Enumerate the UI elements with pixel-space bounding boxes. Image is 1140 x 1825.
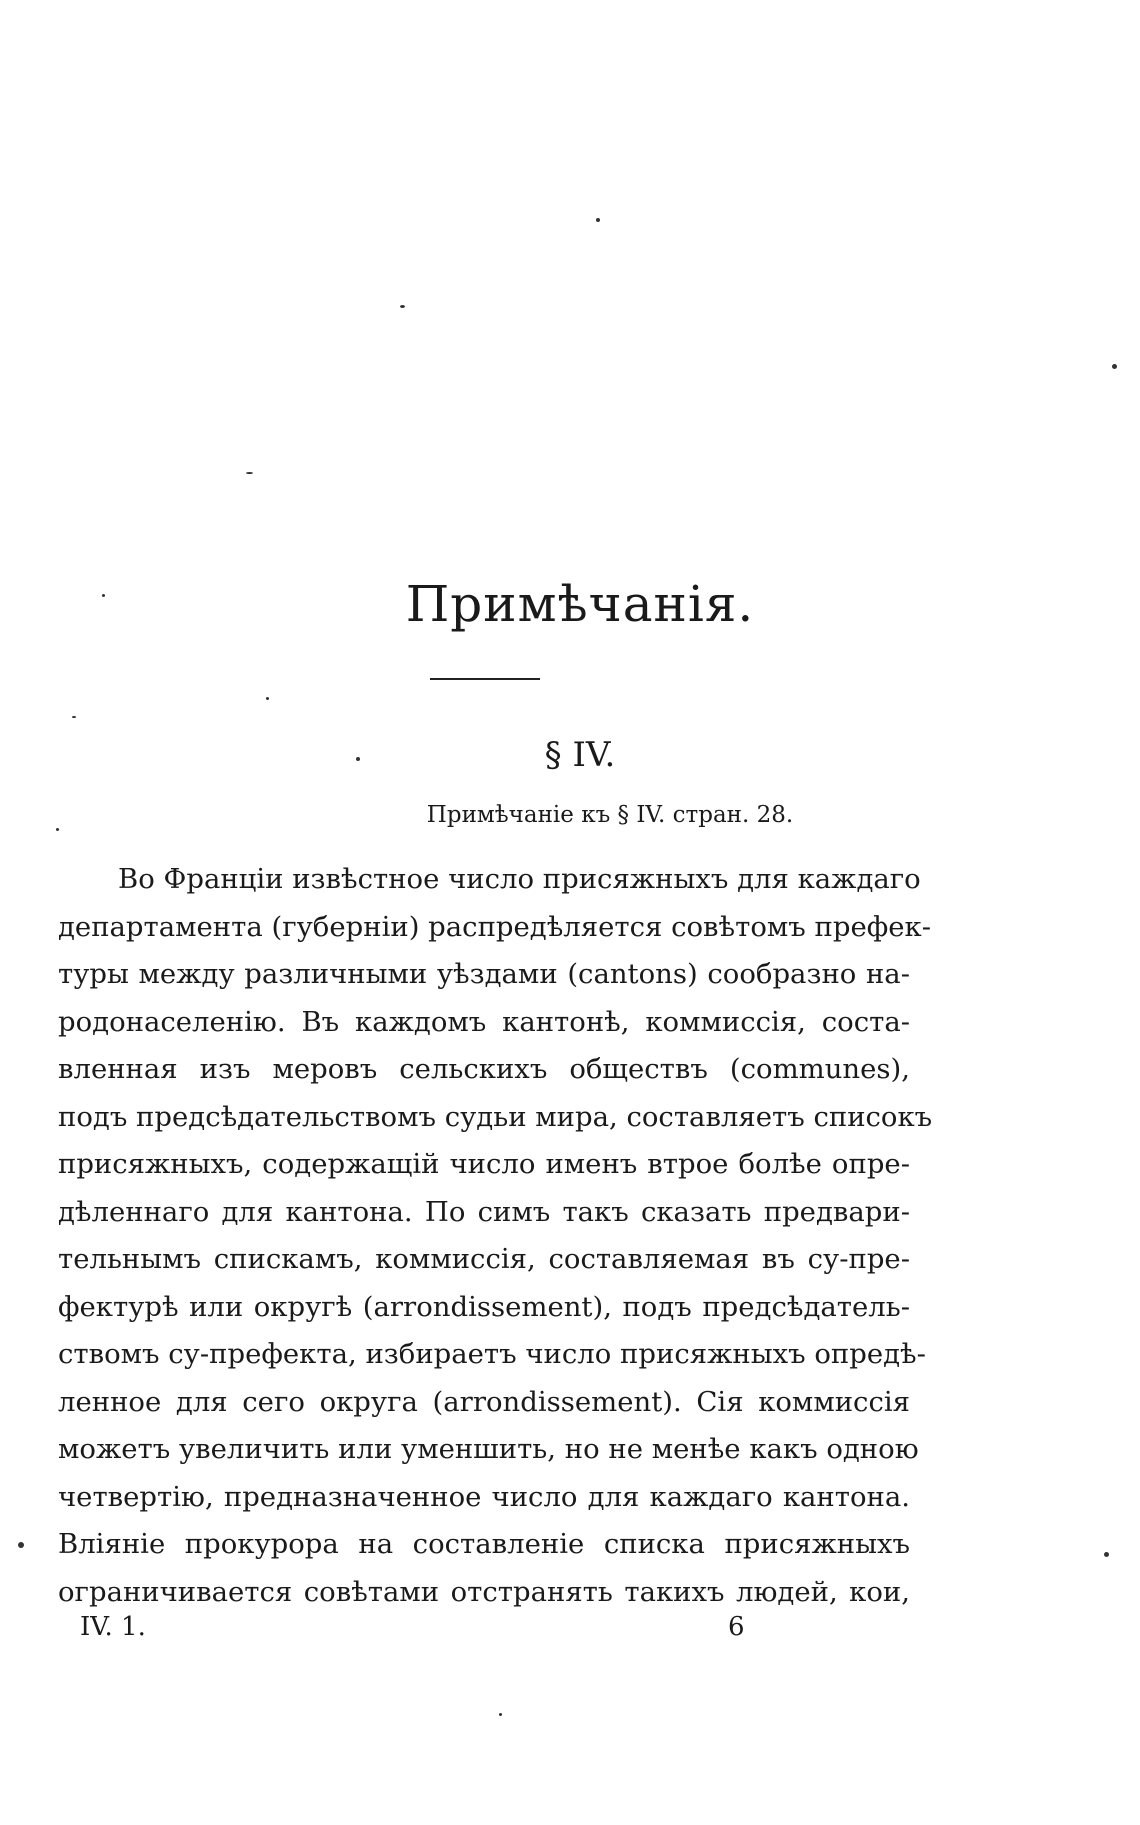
- text-line: ствомъ су-префекта, избираетъ число присяжныхъ опредѣ-: [58, 1338, 926, 1370]
- body-paragraph: [58, 856, 933, 1616]
- text-line: четвертію, предназначенное число для каждаго кантона.: [58, 1480, 910, 1513]
- scan-speck: [56, 828, 59, 831]
- scan-speck: [102, 594, 105, 597]
- scan-speck: [356, 757, 360, 761]
- text-line: ограничивается совѣтами отстранять такихъ людей, кои,: [58, 1575, 910, 1608]
- scan-speck: [266, 697, 269, 700]
- scan-speck: [1112, 364, 1117, 369]
- text-line: родонаселенію. Въ каждомъ кантонѣ, коммиссія, соста-: [58, 1005, 910, 1038]
- text-line: туры между различными уѣздами (cantons) сообразно на-: [58, 958, 910, 990]
- signature-mark: IV. 1.: [80, 1612, 146, 1642]
- title-divider: [430, 678, 540, 680]
- text-line: вленная изъ меровъ сельскихъ обществъ (communes),: [58, 1053, 910, 1085]
- scan-speck: [1104, 1552, 1109, 1557]
- page-title: Примѣчанія.: [405, 575, 755, 633]
- text-line: подъ предсѣдательствомъ судьи мира, составляетъ списокъ: [58, 1100, 933, 1133]
- scan-speck: [246, 472, 253, 474]
- text-line: тельнымъ спискамъ, коммиссія, составляемая въ су-пре-: [58, 1243, 910, 1275]
- scan-speck: [72, 716, 76, 718]
- scan-speck: [596, 218, 600, 222]
- text-line: Вліяніе прокурора на составленіе списка присяжныхъ: [58, 1528, 910, 1560]
- note-subheading: Примѣчаніе къ § IV. стран. 28.: [426, 802, 794, 828]
- text-line: департамента (губерніи) распредѣляется совѣтомъ префек-: [58, 910, 931, 943]
- scan-speck: [499, 1713, 502, 1716]
- scan-speck: [18, 1542, 24, 1548]
- text-line: присяжныхъ, содержащій число именъ втрое болѣе опре-: [58, 1148, 910, 1180]
- text-line: можетъ увеличить или уменшить, но не менѣе какъ одною: [58, 1433, 919, 1465]
- text-line: ленное для сего округа (arrondissement). Сія коммиссія: [58, 1385, 910, 1418]
- text-line: Во Франціи извѣстное число присяжныхъ для каждаго: [118, 863, 921, 895]
- text-line: фектурѣ или округѣ (arrondissement), подъ предсѣдатель-: [58, 1290, 910, 1323]
- text-line: дѣленнаго для кантона. По симъ такъ сказать предвари-: [58, 1195, 910, 1228]
- section-heading: § IV.: [544, 735, 616, 775]
- scan-speck: [400, 305, 405, 308]
- page-number: 6: [728, 1612, 745, 1642]
